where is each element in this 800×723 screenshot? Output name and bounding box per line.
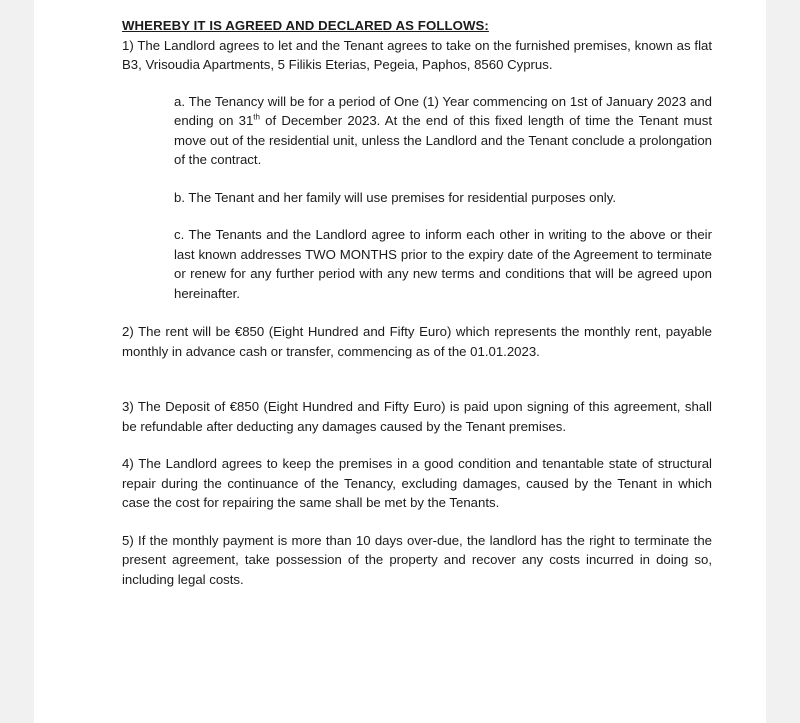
clause-1: 1) The Landlord agrees to let and the Tenant agrees to take on the furnished premises, known as flat B3, Vrisoudia Apartments, 5 Filikis Eterias, Pegeia, Paphos, 8560 Cyprus. (122, 37, 712, 72)
document-page (34, 0, 766, 723)
clause-4: 4) The Landlord agrees to keep the premises in a good condition and tenantable state of structural repair during the continuance of the Tenancy, excluding damages, caused by the Tenant in which case the cost for repairing the same shall be met by the Tenants. (122, 456, 712, 510)
subclause-b: b. The Tenant and her family will use premises for residential purposes only. (174, 189, 617, 205)
ordinal-suffix: th (253, 112, 260, 122)
subclause-a-text-end: of December 2023. At the end of this fixed length of time the Tenant must move out of the residential unit, unless the Landlord and the Tenant conclude a prolongation of the contract. (174, 113, 712, 167)
clause-5: 5) If the monthly payment is more than 10 days over-due, the landlord has the right to terminate the present agreement, take possession of the property and recover any costs incurred in doing so, including legal costs. (122, 532, 712, 587)
clause-2: 2) The rent will be €850 (Eight Hundred and Fifty Euro) which represents the monthly rent, payable monthly in advance cash or transfer, commencing as of the 01.01.2023. (122, 324, 712, 359)
subclause-a-text-start: a. The Tenancy will be for a period of One (1) Year commencing on 1st of January 2023 and ending on 31 (174, 93, 712, 128)
section-heading: WHEREBY IT IS AGREED AND DECLARED AS FOLLOWS: (122, 18, 489, 33)
clause-3: 3) The Deposit of €850 (Eight Hundred and Fifty Euro) is paid upon signing of this agreement, shall be refundable after deducting any damages caused by the Tenant premises. (122, 399, 712, 434)
document-body (122, 16, 712, 589)
subclause-c: c. The Tenants and the Landlord agree to inform each other in writing to the above or their last known addresses TWO MONTHS prior to the expiry date of the Agreement to terminate or renew for any further period with any new terms and conditions that will be agreed upon hereinafter. (174, 227, 712, 301)
subclause-a (174, 92, 712, 170)
